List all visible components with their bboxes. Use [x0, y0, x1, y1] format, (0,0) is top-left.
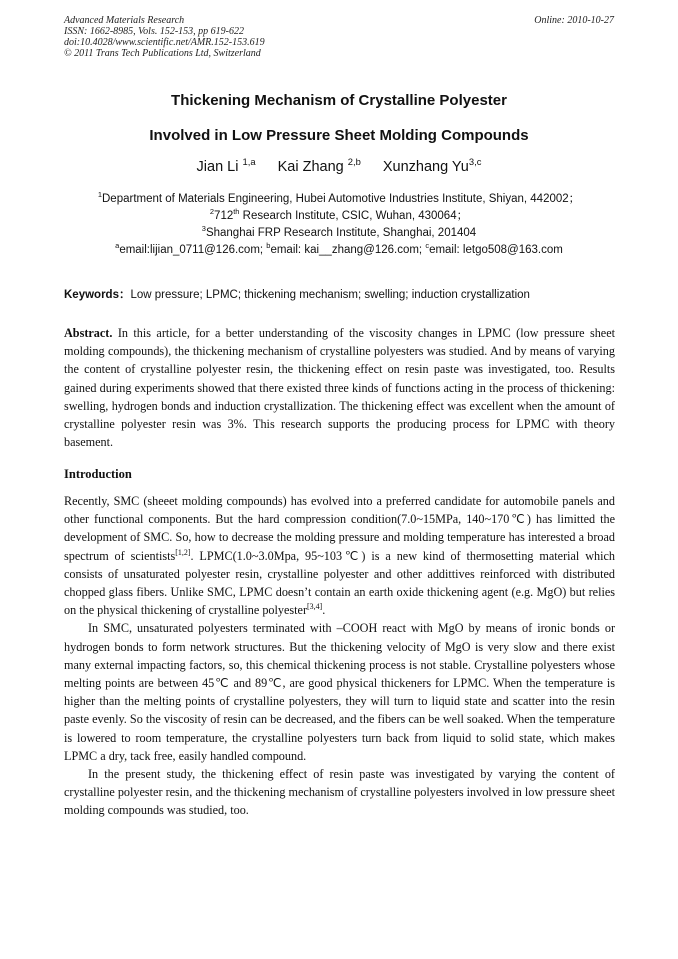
author: [277, 156, 361, 175]
paragraph-text: . LPMC(1.0~3.0Mpa, 95~103℃) is a new kind of thermosetting material which consists of unsaturated polyester resin, crystalline polyester and other addittives reinforced with distributed chopped glass fibers. Unlike SMC, LPMC doesn’t contain an earth oxide thickening agent (e.g. MgO) but relies on the physical thickening of crystalline polyester: [64, 548, 615, 618]
email-marker: c: [425, 241, 430, 251]
paragraph-text: .: [322, 603, 326, 618]
affiliation-text: Shanghai FRP Research Institute, Shanghai, 201404: [205, 227, 477, 239]
introduction-body: [64, 492, 615, 820]
affiliation-text: Department of Materials Engineering, Hubei Automotive Industries Institute, Shiyan, 442002；: [102, 193, 581, 205]
ordinal-suffix: th: [233, 207, 240, 217]
email-c: email: letgo508@163.com: [429, 244, 563, 256]
intro-paragraph-1: [64, 492, 615, 619]
author-list: [0, 156, 678, 175]
author-affil-marker: 3,c: [468, 156, 482, 168]
journal-copyright: © 2011 Trans Tech Publications Ltd, Switzerland: [64, 48, 261, 59]
abstract-label: Abstract.: [64, 326, 113, 340]
journal-issn: ISSN: 1662-8985, Vols. 152-153, pp 619-622: [64, 26, 244, 37]
keywords-text: Low pressure; LPMC; thickening mechanism; swelling; induction crystallization: [130, 289, 530, 301]
abstract: [64, 324, 615, 451]
affiliation-2: [0, 208, 678, 225]
citation[interactable]: [1,2]: [175, 547, 191, 557]
author: [382, 156, 482, 175]
author-affil-marker: 2,b: [347, 156, 361, 168]
email-marker: a: [115, 241, 120, 251]
author-name: Kai Zhang: [277, 159, 344, 175]
section-heading-introduction: Introduction: [64, 467, 132, 481]
affiliation-number: 712: [214, 210, 234, 222]
journal-doi: doi:10.4028/www.scientific.net/AMR.152-153.619: [64, 37, 265, 48]
journal-header: [64, 15, 265, 59]
intro-paragraph-3: In the present study, the thickening effect of resin paste was investigated by varying the content of crystalline polyester resin, and the thickening mechanism of crystalline polyesters involved in low pressure sheet molding compounds was studied, too.: [64, 767, 615, 818]
paragraph-text: Recently, SMC (sheeet molding compounds) has evolved into a preferred candidate for automobile panels and other functional components. But the hard compression condition(7.0~15MPa, 140~170℃) has limitted the development of SMC. So, how to decrease the molding pressure and molding temperature has interested a broad spectrum of scientists: [64, 494, 615, 563]
affiliations: [0, 191, 678, 259]
email-a: email:lijian_0711@126.com;: [119, 244, 267, 256]
affiliation-1: [0, 191, 678, 208]
affiliation-marker: 2: [209, 207, 215, 217]
author-name: Xunzhang Yu: [382, 159, 469, 175]
online-date: Online: 2010-10-27: [534, 15, 614, 26]
paper-title-line-1: Thickening Mechanism of Crystalline Polyester: [171, 92, 507, 109]
email-marker: b: [266, 241, 271, 251]
journal-name: Advanced Materials Research: [64, 15, 185, 26]
citation[interactable]: [3,4]: [307, 602, 323, 612]
email-b: email: kai__zhang@126.com;: [270, 244, 426, 256]
author-name: Jian Li: [196, 159, 239, 175]
author-affil-marker: 1,a: [242, 156, 256, 168]
affiliation-marker: 1: [97, 190, 102, 200]
paper-title-line-2: Involved in Low Pressure Sheet Molding Compounds: [149, 127, 529, 144]
affiliation-3: [0, 225, 678, 242]
keywords-label: Keywords：: [64, 289, 131, 301]
affiliation-marker: 3: [201, 224, 206, 234]
affiliation-text: Research Institute, CSIC, Wuhan, 430064；: [239, 210, 469, 222]
intro-paragraph-2: In SMC, unsaturated polyesters terminated with –COOH react with MgO by means of ironic bonds or hydrogen bonds to form network structures. But the thickening velocity of MgO is very slow and there exist many external impacting factors, so, this chemical thickening process is not stable. Crystalline polyesters whose melting points are between 45℃ and 89℃, are good physical thickeners for LPMC. When the temperature is higher than the melting points of crystalline polyesters, they will turn to liquid state and scatter into the resin paste evenly. So the viscosity of resin can be decreased, and the fibers can be well soaked. When the temperature is lowered to room temperature, the crystalline polyesters turn back from liquid to solid state, which makes LPMC a dry, tack free, easily handled compound.: [64, 621, 615, 763]
abstract-text: In this article, for a better understanding of the viscosity changes in LPMC (low pressure sheet molding compounds), the thickening mechanism of crystalline polyesters was studied. And by means of varying the content of crystalline polyester resin, the thickening effect on resin paste was investigated, too. Results gained during experiments showed that there existed three kinds of functions acting in the process of thickening: swelling, hydrogen bonds and induction crystallization. The thickening effect was excellent when the amount of crystalline polyester resin was 3%. This research supports the producing process for LPMC with theory basement.: [64, 326, 615, 450]
author-emails: [0, 242, 678, 259]
keywords: [64, 286, 624, 302]
author: [196, 156, 256, 175]
